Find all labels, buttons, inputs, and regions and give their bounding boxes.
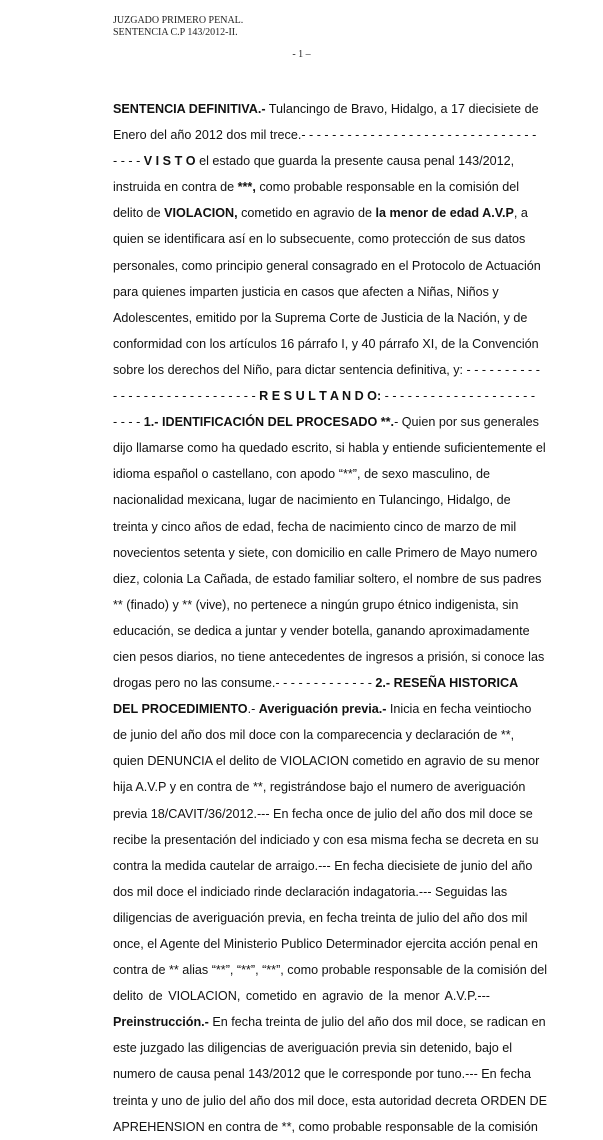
text-line (113, 1088, 548, 1114)
text-line (113, 122, 537, 148)
case-header: SENTENCIA C.P 143/2012-II. (113, 27, 238, 38)
text-segment: .- (247, 702, 259, 717)
bold-text: 2.- RESEÑA HISTORICA (375, 676, 519, 691)
text-segment: drogas pero no las consume.- - - - - - - - - - - - - (113, 676, 376, 691)
text-segment: para quienes imparten justicia en casos que afecten a Niñas, Niños y (113, 284, 499, 299)
text-line (113, 722, 515, 748)
text-line (113, 1035, 513, 1061)
bold-text: V I S T O (143, 154, 196, 169)
court-header: JUZGADO PRIMERO PENAL. (113, 15, 244, 26)
bold-text: la menor de edad A.V.P (375, 206, 514, 221)
text-line (113, 331, 539, 357)
text-segment: delito de VIOLACION, cometido en agravio de la menor A.V.P.--- (113, 989, 490, 1004)
bold-text: ***, (237, 180, 256, 195)
text-line (113, 487, 511, 513)
text-segment: nacionalidad mexicana, lugar de nacimiento en Tulancingo, Hidalgo, de (113, 493, 511, 508)
text-line (113, 461, 490, 487)
text-segment: treinta y uno de julio del año dos mil doce, esta autoridad decreta ORDEN DE (113, 1093, 548, 1108)
page-number: - 1 – (292, 49, 311, 60)
text-segment: numero de causa penal 143/2012 que le corresponde por tuno.--- En fecha (113, 1067, 531, 1082)
text-segment: - Quien por sus generales (394, 415, 539, 430)
text-line (113, 226, 526, 252)
text-segment: hija A.V.P y en contra de **, registrándose bajo el numero de averiguación (113, 780, 526, 795)
text-segment: ** (finado) y ** (vive), no pertenece a ningún grupo étnico indigenista, sin (113, 597, 519, 612)
text-line (113, 253, 541, 279)
text-segment: diez, colonia La Cañada, de estado familiar soltero, el nombre de sus padres (113, 571, 542, 586)
text-segment: novecientos setenta y siete, con domicilio en calle Primero de Mayo numero (113, 545, 538, 560)
text-line (113, 174, 520, 200)
text-segment: el estado que guarda la presente causa penal 143/2012, (195, 154, 515, 169)
text-segment: instruida en contra de (113, 180, 238, 195)
text-line (113, 566, 542, 592)
text-segment: cien pesos diarios, no tiene antecedentes de ingresos a prisión, si conoce las (113, 649, 545, 664)
text-line (113, 801, 533, 827)
text-line (113, 305, 528, 331)
text-segment: APREHENSION en contra de **, como probable responsable de la comisión (113, 1119, 538, 1134)
bold-text: DEL PROCEDIMIENTO (113, 702, 248, 717)
text-segment: educación, se dedica a juntar y vender botella, ganando aproximadamente (113, 623, 530, 638)
text-segment: de junio del año dos mil doce con la comparecencia y declaración de **, (113, 728, 515, 743)
text-segment: personales, como principio general consagrado en el Protocolo de Actuación (113, 258, 541, 273)
bold-text: Preinstrucción.- (113, 1015, 209, 1030)
text-segment: Adolescentes, emitido por la Suprema Corte de Justicia de la Nación, y de (113, 310, 528, 325)
text-line (113, 931, 538, 957)
text-segment: idioma español o castellano, con apodo “**”, de sexo masculino, de (113, 467, 490, 482)
text-line (113, 148, 515, 174)
text-line (113, 592, 519, 618)
text-line (113, 774, 526, 800)
text-segment: dos mil doce el indiciado rinde declaración indagatoria.--- Seguidas las (113, 884, 508, 899)
text-segment: este juzgado las diligencias de averiguación previa sin detenido, bajo el (113, 1041, 513, 1056)
text-segment: Tulancingo de Bravo, Hidalgo, a 17 diecisiete de (265, 102, 539, 116)
text-segment: - - - - (113, 154, 144, 169)
text-line (113, 514, 517, 540)
text-line (113, 618, 530, 644)
text-segment: , a (513, 206, 528, 221)
text-segment: - - - - - - - - - - - - - - - - - - - (113, 389, 260, 404)
document-body (113, 96, 548, 1140)
text-line (113, 383, 536, 409)
text-segment: recibe la presentación del indiciado y con esa misma fecha se decreta en su (113, 832, 539, 847)
text-line (113, 905, 528, 931)
text-segment: previa 18/CAVIT/36/2012.--- En fecha once de julio del año dos mil doce se (113, 806, 533, 821)
text-segment: - - - - (113, 415, 144, 430)
text-segment: cometido en agravio de (237, 206, 376, 221)
text-line (113, 1009, 546, 1035)
text-segment: contra la medida cautelar de arraigo.--- En fecha diecisiete de junio del año (113, 858, 533, 873)
text-line (113, 357, 540, 383)
text-line (113, 279, 499, 305)
bold-text: VIOLACION, (164, 206, 238, 221)
text-line (113, 957, 547, 983)
text-segment: contra de ** alias “**”, “**”, “**”, como probable responsable de la comisión del (113, 963, 547, 978)
text-line (113, 409, 539, 435)
text-line (113, 879, 508, 905)
bold-text: 1.- IDENTIFICACIÓN DEL PROCESADO **. (143, 415, 395, 430)
text-segment: dijo llamarse como ha quedado escrito, si habla y entiende suficientemente el (113, 441, 546, 456)
text-segment: treinta y cinco años de edad, fecha de nacimiento cinco de marzo de mil (113, 519, 517, 534)
text-segment: En fecha treinta de julio del año dos mil doce, se radican en (208, 1015, 546, 1030)
text-segment: once, el Agente del Ministerio Publico Determinador ejercita acción penal en (113, 937, 538, 951)
text-line (113, 200, 528, 226)
text-segment: diligencias de averiguación previa, en fecha treinta de julio del año dos mil (113, 910, 528, 925)
text-line (113, 827, 539, 853)
text-segment: quien DENUNCIA el delito de VIOLACION cometido en agravio de su menor (113, 754, 540, 769)
bold-text: Averiguación previa.- (258, 702, 387, 717)
text-line (113, 644, 545, 670)
text-segment: sobre los derechos del Niño, para dictar sentencia definitiva, y: - - - - - - - - - - (113, 362, 540, 377)
text-line (113, 1061, 531, 1087)
text-segment: delito de (113, 206, 165, 221)
bold-text: R E S U L T A N D O: (259, 389, 382, 404)
bold-text: SENTENCIA DEFINITIVA.- (113, 102, 266, 116)
text-line (113, 1114, 538, 1140)
text-line (113, 435, 546, 461)
text-line (113, 853, 533, 879)
text-line (113, 96, 539, 122)
text-segment: Enero del año 2012 dos mil trece.- - - - - - - - - - - - - - - - - - - - - - - - - - - - - - - (113, 128, 537, 143)
text-segment: Inicia en fecha veintiocho (386, 702, 532, 717)
text-line (113, 748, 540, 774)
text-line (113, 670, 519, 696)
text-line (113, 696, 532, 722)
text-segment: como probable responsable en la comisión del (255, 180, 520, 195)
text-line (113, 983, 490, 1009)
text-segment: conformidad con los artículos 16 párrafo I, y 40 párrafo XI, de la Convención (113, 336, 539, 351)
text-segment: quien se identificara así en lo subsecuente, como protección de sus datos (113, 232, 526, 247)
text-line (113, 540, 538, 566)
text-segment: - - - - - - - - - - - - - - - - - - - - (381, 389, 536, 404)
